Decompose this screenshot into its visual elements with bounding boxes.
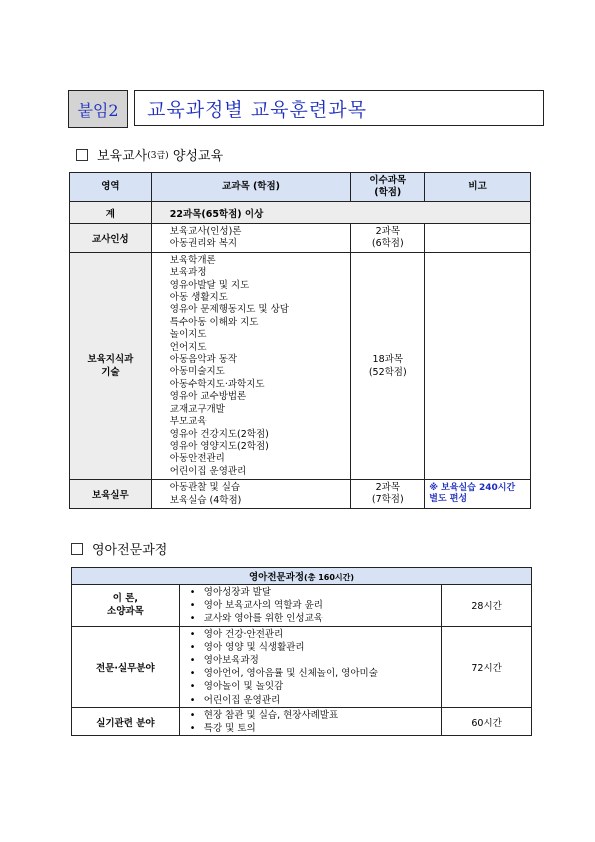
subject-item: 보육과정: [169, 267, 207, 279]
items-cell: [179, 585, 441, 627]
teacher-course-table: [69, 172, 531, 509]
subject-item: 부모교육: [169, 416, 207, 428]
table-row: [70, 224, 531, 253]
subject-item: 아동권리와 복지: [169, 238, 238, 250]
list-item: • 영아 건강·안전관리: [190, 628, 441, 641]
table-row: [70, 480, 531, 509]
subject-item: 어린이집 운영관리: [169, 465, 247, 477]
page-title: 교육과정별 교육훈련과목: [134, 90, 544, 126]
subject-item: 언어지도: [169, 341, 207, 353]
square-bullet-icon: [71, 543, 83, 555]
subject-item: 교재교구개발: [169, 403, 225, 415]
hours-cell: 72시간: [442, 626, 532, 707]
section-title: 보육교사: [97, 149, 148, 164]
subject-item: 아동미술지도: [169, 366, 225, 378]
course-count: 2과목: [375, 226, 400, 237]
list-item: • 영아 영양 및 식생활관리: [190, 641, 441, 654]
table-row: [72, 585, 532, 627]
section-title: 영아전문과정: [92, 543, 168, 558]
subject-item: 보육학개론: [169, 254, 216, 266]
area-cell: 교사인성: [70, 224, 152, 253]
column-header: 이수과목 (학점): [351, 173, 425, 202]
table-header-row: [70, 173, 531, 202]
total-label: 계: [70, 202, 152, 224]
section-heading-2: [71, 539, 167, 558]
list-item: • 영아 보육교사의 역할과 윤리: [190, 599, 441, 612]
course-total-hours: (총 160시간): [304, 573, 355, 582]
subject-item: 아동안전관리: [169, 453, 225, 465]
course-credits: (7학점): [371, 494, 404, 506]
attachment-tag: 붙임2: [68, 90, 128, 128]
subject-item: 아동음악과 동작: [169, 354, 238, 366]
subjects-cell: [151, 252, 351, 479]
area-cell: 실기관련 분야: [72, 707, 180, 735]
subject-item: 보육실습 (4학점): [169, 494, 242, 506]
list-item: • 교사와 영아를 위한 인성교육: [190, 612, 441, 625]
subject-item: 영유아발달 및 지도: [169, 279, 250, 291]
subject-item: 영유아 문제행동지도 및 상담: [169, 304, 289, 316]
list-item: • 영아놀이 및 놀잇감: [190, 680, 441, 693]
hours-cell: 60시간: [442, 707, 532, 735]
page-header: [68, 90, 546, 128]
note-cell: [425, 252, 531, 479]
total-value: 22과목(65학점) 이상: [151, 202, 530, 224]
subjects-cell: [151, 224, 351, 253]
count-cell: [351, 480, 425, 509]
course-credits: (6학점): [371, 238, 404, 250]
course-count: 2과목: [375, 481, 400, 493]
table-row: [72, 707, 532, 735]
subject-item: 놀이지도: [169, 329, 207, 341]
subject-item: 영유아 영양지도(2학점): [169, 440, 269, 452]
subject-item: 영유아 교수방법론: [169, 391, 247, 403]
subject-item: 아동 생활지도: [169, 292, 228, 304]
column-header: 비고: [425, 173, 531, 202]
list-item: • 영아보육과정: [190, 654, 441, 667]
subject-item: 영유아 건강지도(2학점): [169, 428, 269, 440]
subject-item: 보육교사(인성)론: [169, 226, 242, 237]
list-item: • 영아언어, 영아음률 및 신체놀이, 영아미술: [190, 667, 441, 680]
count-cell: [351, 252, 425, 479]
table-row: [72, 626, 532, 707]
column-header: 교과목 (학점): [151, 173, 351, 202]
list-item: • 현장 참관 및 실습, 현장사례발표: [190, 709, 441, 722]
course-credits: (52학점): [368, 366, 407, 378]
subject-item: 특수아동 이해와 지도: [169, 316, 259, 328]
hours-cell: 28시간: [442, 585, 532, 627]
list-item: • 어린이집 운영관리: [190, 694, 441, 707]
square-bullet-icon: [76, 149, 88, 161]
area-cell: 전문·실무분야: [72, 626, 180, 707]
section-suffix: 양성교육: [168, 149, 224, 164]
note-cell: [425, 224, 531, 253]
table-header-row: [72, 568, 532, 585]
course-count: 18과목: [372, 353, 403, 365]
table-row: [70, 252, 531, 479]
course-name: 영아전문과정: [248, 572, 305, 583]
infant-course-table: [71, 567, 532, 736]
table-title: [72, 568, 532, 585]
column-header: 영역: [70, 173, 152, 202]
section-grade: (3급): [147, 151, 169, 161]
list-item: • 특강 및 토의: [190, 722, 441, 735]
list-item: • 영아성장과 발달: [190, 586, 441, 599]
count-cell: [351, 224, 425, 253]
subject-item: 아동관찰 및 실습: [169, 482, 241, 494]
area-cell: 보육실무: [70, 480, 152, 509]
section-heading-1: [76, 145, 223, 164]
total-row: [70, 202, 531, 224]
items-cell: [179, 626, 441, 707]
area-cell: 보육지식과 기술: [70, 252, 152, 479]
items-cell: [179, 707, 441, 735]
area-cell: 이 론, 소양과목: [72, 585, 180, 627]
practicum-note: ※ 보육실습 240시간 별도 편성: [425, 480, 531, 509]
subject-item: 아동수학지도·과학지도: [169, 378, 265, 390]
subjects-cell: [151, 480, 351, 509]
